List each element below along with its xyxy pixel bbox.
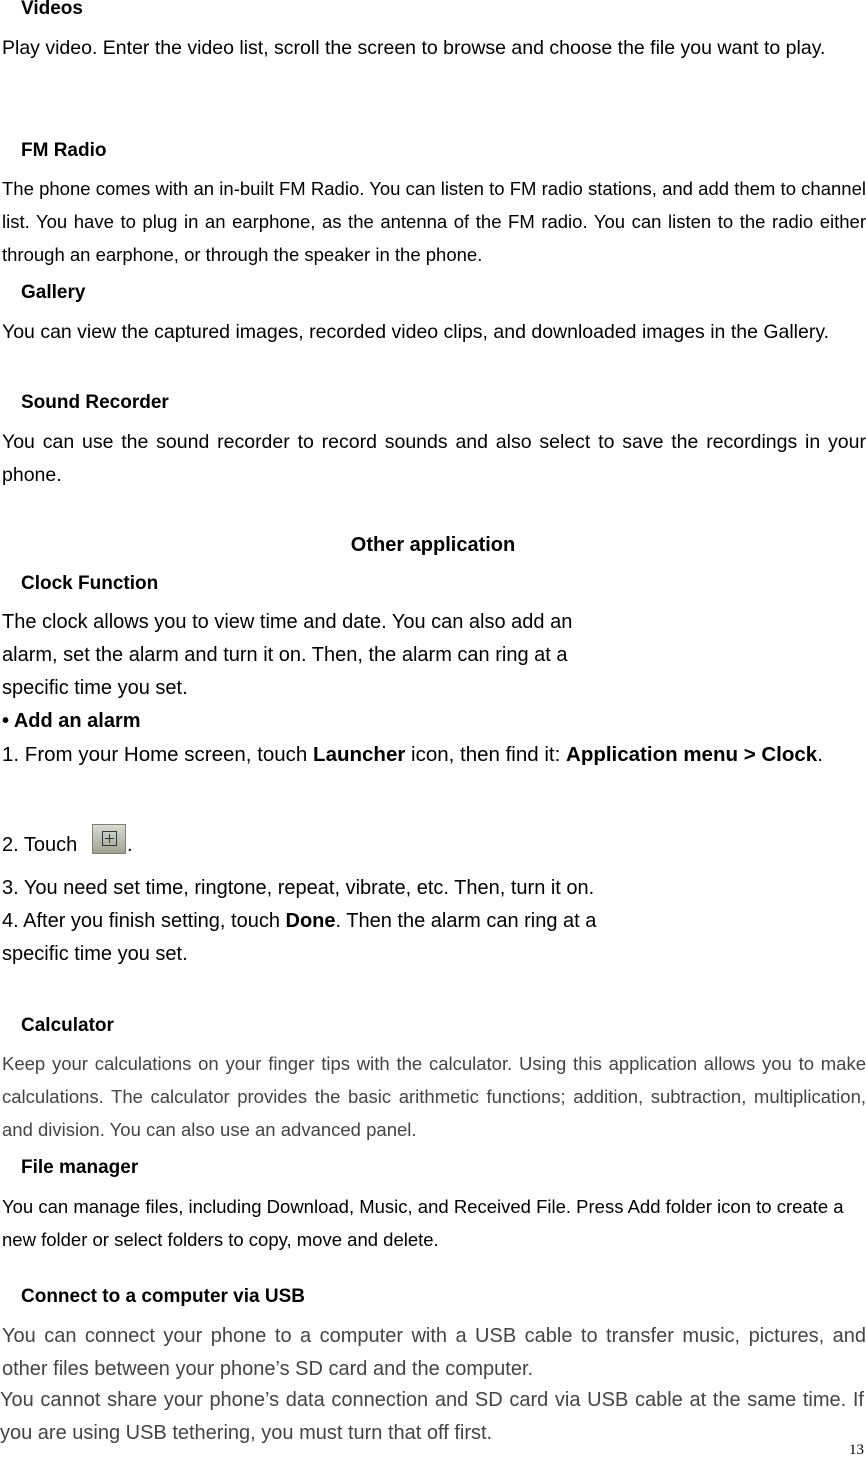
fm-radio-heading: FM Radio: [21, 140, 107, 161]
usb-text-1: You can connect your phone to a computer with a USB cable to transfer music, pictures, and other files between your phone’s SD card and the computer.: [2, 1325, 866, 1380]
other-application-heading: Other application: [350, 534, 516, 556]
add-alarm-plus-icon: [92, 824, 126, 854]
launcher-label: Launcher: [313, 743, 406, 766]
videos-heading: Videos: [21, 0, 83, 19]
clock-step-2: [2, 834, 77, 857]
file-manager-text: You can manage files, including Download, Music, and Received File. Press Add folder icon to create a new folder or select folders to copy, move and delete.: [2, 1196, 844, 1250]
clock-step-1: [2, 738, 866, 771]
clock-line-2: alarm, set the alarm and turn it on. Then, the alarm can ring at a: [2, 644, 568, 666]
videos-text: Play video. Enter the video list, scroll the screen to browse and choose the file you want to play.: [2, 37, 826, 59]
step1-middle: icon, then find it:: [405, 743, 567, 766]
step1-prefix: 1. From your Home screen, touch: [2, 743, 314, 766]
clock-line-1: The clock allows you to view time and date. You can also add an: [2, 611, 573, 633]
step2-prefix: 2. Touch: [2, 834, 78, 856]
clock-line-3: specific time you set.: [2, 677, 188, 699]
clock-step-4-line2: specific time you set.: [2, 943, 188, 965]
usb-heading: Connect to a computer via USB: [21, 1286, 305, 1307]
step2-end: .: [127, 834, 133, 856]
clock-heading: Clock Function: [21, 573, 159, 594]
gallery-text: You can view the captured images, recorded video clips, and downloaded images in the Gallery.: [2, 321, 830, 343]
usb-text-2: You cannot share your phone’s data connection and SD card via USB cable at the same time. If you are using USB tethering, you must turn that off first.: [0, 1389, 864, 1444]
done-label: Done: [285, 910, 336, 932]
page-number: 13: [849, 1442, 864, 1458]
clock-step-4: [2, 910, 596, 933]
step1-end: .: [817, 743, 823, 766]
fm-radio-text: The phone comes with an in-built FM Radio. You can listen to FM radio stations, and add them to channel list. You have to plug in an earphone, as the antenna of the FM radio. You can listen to the radio either through an earphone, or through the speaker in the phone.: [2, 178, 866, 265]
calculator-text: Keep your calculations on your finger tips with the calculator. Using this application allows you to make calculations. The calculator provides the basic arithmetic functions; addition, subtraction, multiplication, and division. You can also use an advanced panel.: [2, 1053, 866, 1140]
sound-recorder-text: You can use the sound recorder to record sounds and also select to save the recordings in your phone.: [2, 431, 866, 486]
step4-prefix: 4. After you finish setting, touch: [2, 910, 286, 932]
sound-recorder-heading: Sound Recorder: [21, 392, 169, 413]
app-menu-clock-path: Application menu > Clock: [566, 743, 818, 766]
calculator-heading: Calculator: [21, 1015, 114, 1036]
file-manager-heading: File manager: [21, 1157, 139, 1178]
gallery-heading: Gallery: [21, 282, 86, 303]
clock-step-3: 3. You need set time, ringtone, repeat, vibrate, etc. Then, turn it on.: [2, 877, 595, 899]
add-alarm-heading: • Add an alarm: [2, 710, 141, 732]
step4-suffix: . Then the alarm can ring at a: [335, 910, 597, 932]
